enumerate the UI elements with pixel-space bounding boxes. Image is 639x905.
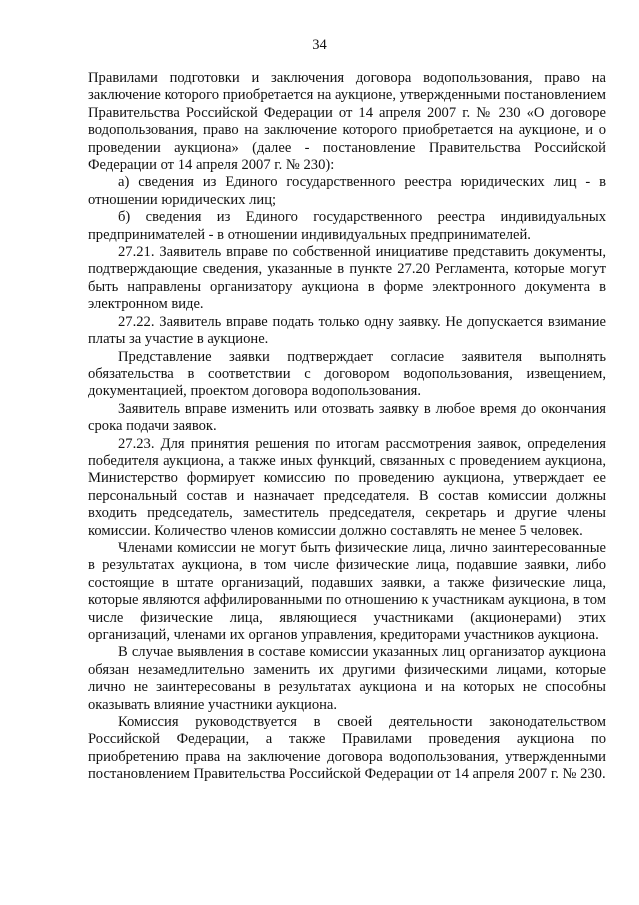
paragraph-application-withdraw: Заявитель вправе изменить или отозвать заявку в любое время до окончания срока подачи заявок. (88, 400, 606, 435)
paragraph-commission-legislation: Комиссия руководствуется в своей деятельности законодательством Российской Федерации, а также Правилами проведения аукциона по приобретению права на заключение договора водопользования, утвержденными постановлением Правительства Российской Федерации от 14 апреля 2007 г. № 230. (88, 714, 606, 783)
paragraph-item-b: б) сведения из Единого государственного реестра индивидуальных предпринимателей - в отношении индивидуальных предпринимателей. (88, 209, 606, 243)
document-body (88, 70, 606, 784)
page-number: 34 (312, 37, 327, 53)
paragraph-application-consent: Представление заявки подтверждает согласие заявителя выполнять обязательства в соответствии с договором водопользования, извещением, документацией, проектом договора водопользования. (88, 348, 606, 400)
paragraph-27-21: 27.21. Заявитель вправе по собственной инициативе представить документы, подтверждающие сведения, указанные в пункте 27.20 Регламента, которые могут быть направлены организатору аукциона в форме электронного документа в электронном виде. (88, 244, 606, 313)
paragraph-commission-restrictions: Членами комиссии не могут быть физические лица, лично заинтересованные в результатах аукциона, в том числе физические лица, подавшие заявки, либо состоящие в штате организаций, подавших заявки, а также физические лица, которые являются аффилированными по отношению к участникам аукциона, в том числе физические лица, являющиеся участниками (акционерами) этих организаций, членами их органов управления, кредиторами участников аукциона. (88, 539, 606, 643)
paragraph-commission-replacement: В случае выявления в составе комиссии указанных лиц организатор аукциона обязан незамедлительно заменить их другими физическими лицами, которые лично не заинтересованы в результатах аукциона и на которых не способны оказывать влияние участники аукциона. (88, 644, 606, 713)
paragraph-rules-reference: Правилами подготовки и заключения договора водопользования, право на заключение которого приобретается на аукционе, утвержденными постановлением Правительства Российской Федерации от 14 апреля 2007 г. № 230 «О договоре водопользования, право на заключение которого приобретается на аукционе, и о проведении аукциона» (далее - постановление Правительства Российской Федерации от 14 апреля 2007 г. № 230): (88, 70, 606, 174)
paragraph-27-23: 27.23. Для принятия решения по итогам рассмотрения заявок, определения победителя аукциона, а также иных функций, связанных с проведением аукциона, Министерство формирует комиссию по проведению аукциона, утверждает ее персональный состав и назначает председателя. В состав комиссии должны входить председатель, заместитель председателя, секретарь и другие члены комиссии. Количество членов комиссии должно составлять не менее 5 человек. (88, 435, 606, 539)
paragraph-item-a: а) сведения из Единого государственного реестра юридических лиц - в отношении юридических лиц; (88, 174, 606, 208)
paragraph-27-22: 27.22. Заявитель вправе подать только одну заявку. Не допускается взимание платы за участие в аукционе. (88, 313, 606, 348)
